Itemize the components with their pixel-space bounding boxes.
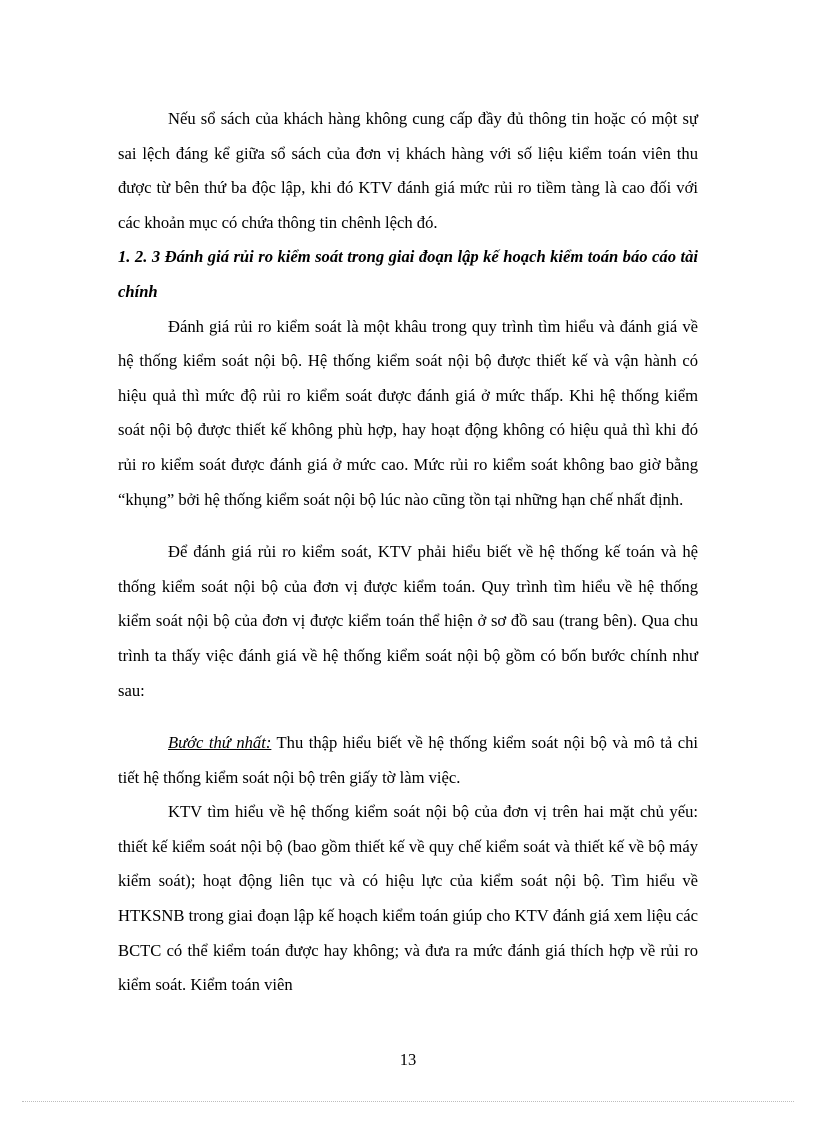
paragraph-assessment-process: Để đánh giá rủi ro kiểm soát, KTV phải hiểu biết về hệ thống kế toán và hệ thống kiểm soát nội bộ của đơn vị được kiểm toán. Quy trình tìm hiểu về hệ thống kiểm soát nội bộ của đơn vị được kiểm toán thể hiện ở sơ đồ sau (trang bên). Qua chu trình ta thấy việc đánh giá về hệ thống kiểm soát nội bộ gồm có bốn bước chính như sau: xyxy=(118,542,698,700)
paragraph-control-risk-definition: Đánh giá rủi ro kiểm soát là một khâu trong quy trình tìm hiểu và đánh giá về hệ thống kiểm soát nội bộ. Hệ thống kiểm soát nội bộ được thiết kế và vận hành có hiệu quả thì mức độ rủi ro kiểm soát được đánh giá ở mức thấp. Khi hệ thống kiểm soát nội bộ được thiết kế không phù hợp, hay hoạt động không có hiệu quả thì khi đó rủi ro kiểm soát được đánh giá ở mức cao. Mức rủi ro kiểm soát không bao giờ bằng “khụng” bởi hệ thống kiểm soát nội bộ lúc nào cũng tồn tại những hạn chế nhất định. xyxy=(118,316,698,509)
page-content xyxy=(118,102,698,1003)
step-one-text: Thu thập hiểu biết về hệ thống kiểm soát nội bộ và mô tả chi tiết hệ thống kiểm soát nội bộ trên giấy tờ làm việc. xyxy=(118,733,698,787)
paragraph-risk-conclusion: Nếu sổ sách của khách hàng không cung cấp đầy đủ thông tin hoặc có một sự sai lệch đáng kể giữa sổ sách của đơn vị khách hàng với số liệu kiểm toán viên thu được từ bên thứ ba độc lập, khi đó KTV đánh giá mức rủi ro tiềm tàng là cao đối với các khoản mục có chứa thông tin chênh lệch đó. xyxy=(118,109,698,232)
footer-dotted-line xyxy=(22,1101,794,1102)
paragraph-step-one xyxy=(118,726,698,795)
page-number: 13 xyxy=(399,1050,417,1069)
step-one-label: Bước thứ nhất: xyxy=(168,733,272,753)
paragraph-internal-control-study: KTV tìm hiểu về hệ thống kiểm soát nội bộ của đơn vị trên hai mặt chủ yếu: thiết kế kiểm soát nội bộ (bao gồm thiết kế về quy chế kiểm soát và thiết kế về bộ máy kiểm soát); hoạt động liên tục và có hiệu lực của kiểm soát nội bộ. Tìm hiểu về HTKSNB trong giai đoạn lập kế hoạch kiểm toán giúp cho KTV đánh giá xem liệu các BCTC có thể kiểm toán được hay không; và đưa ra mức đánh giá thích hợp về rủi ro kiểm soát. Kiểm toán viên xyxy=(118,802,698,995)
section-heading: 1. 2. 3 Đánh giá rủi ro kiểm soát trong giai đoạn lập kế hoạch kiểm toán báo cáo tài chính xyxy=(118,247,698,301)
